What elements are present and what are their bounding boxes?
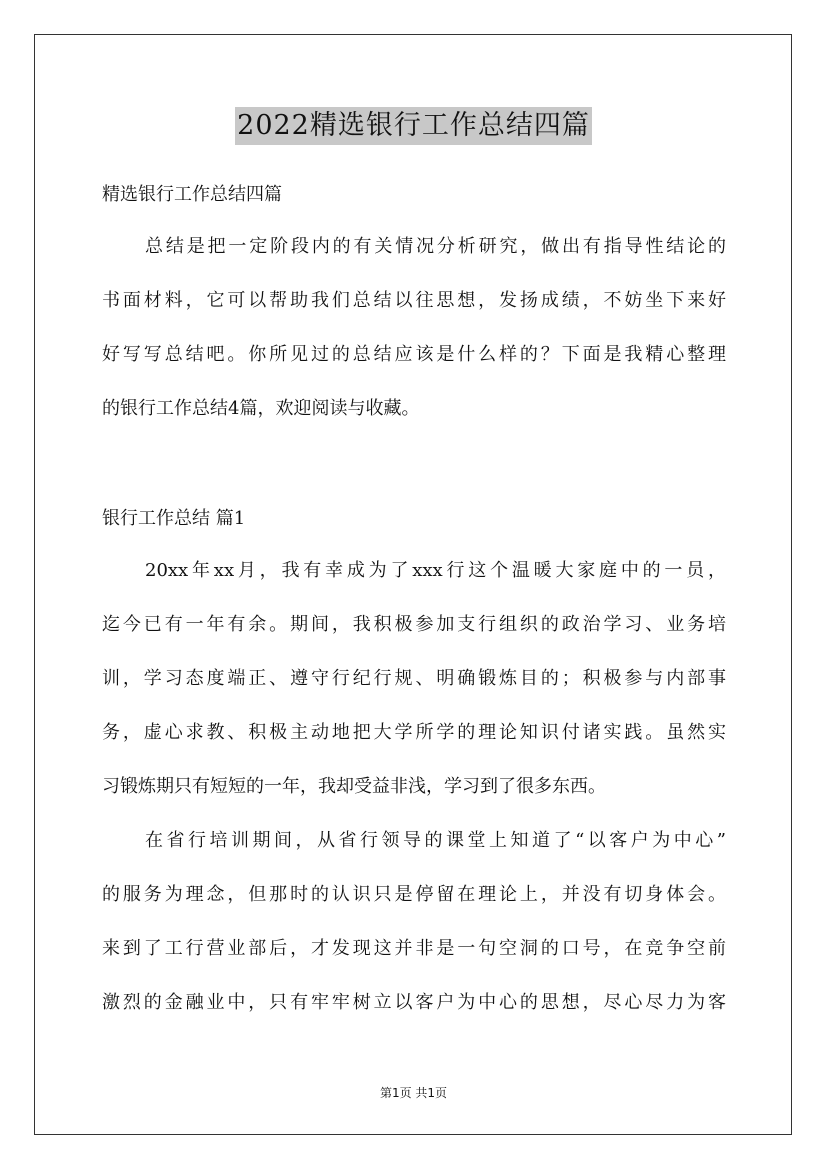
text-line: 习锻炼期只有短短的一年，我却受益非浅，学习到了很多东西。 [102, 776, 606, 797]
text-line: 来到了工行营业部后，才发现这并非是一句空洞的口号，在竞争空前 [102, 938, 726, 959]
text-line: 总结是把一定阶段内的有关情况分析研究，做出有指导性结论的 [145, 236, 726, 257]
section-paragraph-1 [102, 544, 726, 814]
document-title: 2022精选银行工作总结四篇 [235, 107, 592, 145]
text-line: 训，学习态度端正、遵守行纪行规、明确锻炼目的；积极参与内部事 [102, 668, 726, 689]
text-line: 好写写总结吧。你所见过的总结应该是什么样的？下面是我精心整理 [102, 344, 726, 365]
text-line: 迄今已有一年有余。期间，我积极参加支行组织的政治学习、业务培 [102, 614, 726, 635]
section-paragraph-2 [102, 814, 726, 1030]
document-subtitle: 精选银行工作总结四篇 [102, 184, 282, 205]
text-line: 20xx年xx月，我有幸成为了xxx行这个温暖大家庭中的一员， [145, 560, 726, 581]
text-line: 务，虚心求教、积极主动地把大学所学的理论知识付诸实践。虽然实 [102, 722, 726, 743]
intro-paragraph [102, 220, 726, 436]
document-title-wrapper [0, 104, 827, 145]
text-line: 的银行工作总结4篇，欢迎阅读与收藏。 [102, 398, 420, 419]
section-heading: 银行工作总结 篇1 [102, 508, 246, 529]
text-line: 在省行培训期间，从省行领导的课堂上知道了“以客户为中心” [145, 830, 726, 851]
text-line: 书面材料，它可以帮助我们总结以往思想，发扬成绩，不妨坐下来好 [102, 290, 726, 311]
text-line: 激烈的金融业中，只有牢牢树立以客户为中心的思想，尽心尽力为客 [102, 992, 726, 1013]
text-line: 的服务为理念，但那时的认识只是停留在理论上，并没有切身体会。 [102, 884, 726, 905]
page-footer: 第1页 共1页 [379, 1086, 448, 1100]
